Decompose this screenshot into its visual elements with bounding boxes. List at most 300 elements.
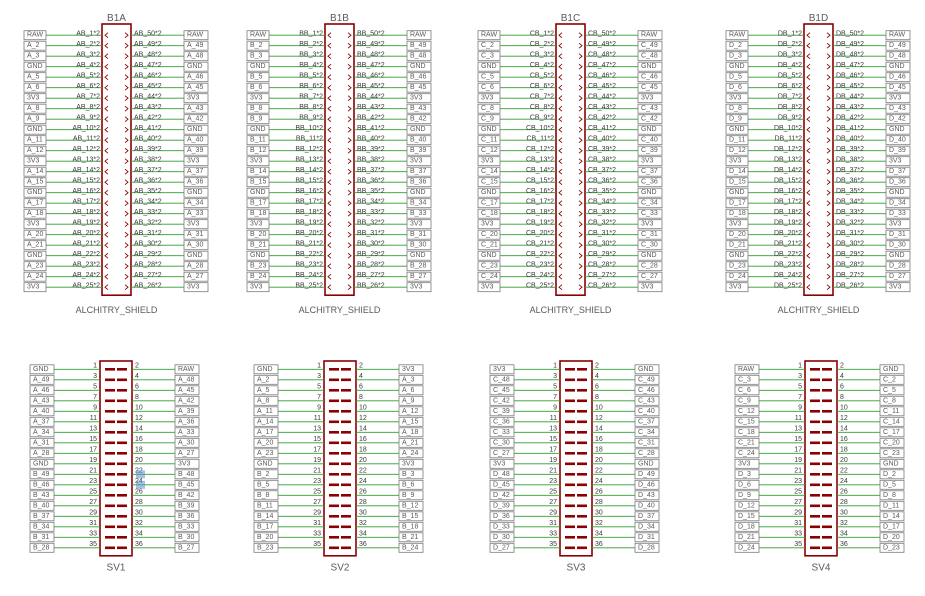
net-label: D_17 xyxy=(883,523,900,531)
net-label: 3V3 xyxy=(889,157,902,165)
pin-name: CB_46*2 xyxy=(588,72,617,80)
pin-bar xyxy=(822,463,832,466)
net-label: D_34 xyxy=(889,199,906,207)
pin-name: DB_42*2 xyxy=(836,114,865,122)
pin-mark xyxy=(328,169,331,174)
net-label: D_27 xyxy=(889,273,906,281)
net-label: C_33 xyxy=(641,210,658,218)
pin-mark xyxy=(579,33,582,38)
pin-mark xyxy=(559,211,562,216)
net-label: B_27 xyxy=(410,273,427,281)
net-label: 3V3 xyxy=(410,157,423,165)
pin-name: DB_8*2 xyxy=(777,104,802,112)
pin-name: AB_23*2 xyxy=(72,261,100,269)
net-label: B_49 xyxy=(410,42,427,50)
pin-number: 35 xyxy=(549,540,557,548)
net-label: A_12 xyxy=(27,147,44,155)
pin-mark xyxy=(125,180,128,185)
pin-bar xyxy=(822,379,832,382)
pin-bar xyxy=(565,431,575,434)
net-label: D_43 xyxy=(638,491,655,499)
pin-name: AB_28*2 xyxy=(134,261,162,269)
pin-name: DB_35*2 xyxy=(836,188,865,196)
pin-name: BB_35*2 xyxy=(357,188,385,196)
pin-number: 19 xyxy=(313,456,321,464)
pin-name: CB_38*2 xyxy=(588,156,617,164)
pin-mark xyxy=(328,33,331,38)
pin-bar xyxy=(810,421,820,424)
pin-number: 24 xyxy=(359,477,367,485)
pin-mark xyxy=(328,285,331,290)
net-label: GND xyxy=(729,189,745,197)
pin-mark xyxy=(105,138,108,143)
pin-number: 2 xyxy=(359,362,363,370)
net-label: C_5 xyxy=(481,73,494,81)
net-label: A_11 xyxy=(257,407,273,415)
pin-name: AB_36*2 xyxy=(134,177,162,185)
pin-name: BB_8*2 xyxy=(299,104,323,112)
net-label: B_43 xyxy=(33,491,50,499)
net-label: C_15 xyxy=(481,178,498,186)
pin-bar xyxy=(105,442,115,445)
net-label: A_30 xyxy=(178,439,195,447)
pin-name: BB_42*2 xyxy=(357,114,385,122)
pin-bar xyxy=(822,547,832,550)
pin-mark xyxy=(125,127,128,132)
pin-bar xyxy=(810,379,820,382)
net-label: C_34 xyxy=(641,199,658,207)
pin-bar xyxy=(565,368,575,371)
pin-name: AB_8*2 xyxy=(76,104,100,112)
pin-name: CB_50*2 xyxy=(588,30,617,38)
pin-bar xyxy=(810,547,820,550)
pin-mark xyxy=(579,264,582,269)
pin-number: 30 xyxy=(359,509,367,517)
pin-number: 36 xyxy=(840,540,848,548)
net-label: C_9 xyxy=(738,397,751,405)
net-label: GND xyxy=(889,189,905,197)
pin-name: AB_22*2 xyxy=(72,251,100,259)
pin-mark xyxy=(827,85,830,90)
net-label: A_5 xyxy=(257,386,270,394)
pin-number: 25 xyxy=(794,488,802,496)
pin-number: 30 xyxy=(595,509,603,517)
pin-name: AB_17*2 xyxy=(72,198,100,206)
net-label: B_33 xyxy=(410,210,427,218)
pin-number: 9 xyxy=(93,404,97,412)
pin-number: 19 xyxy=(794,456,802,464)
pin-number: 22 xyxy=(595,467,603,475)
pin-name: AB_47*2 xyxy=(134,62,162,70)
pin-number: 16 xyxy=(359,435,367,443)
pin-number: 7 xyxy=(798,393,802,401)
net-label: B_18 xyxy=(402,523,419,531)
pin-mark xyxy=(125,54,128,59)
pin-mark xyxy=(807,127,810,132)
pin-mark xyxy=(807,274,810,279)
pin-mark xyxy=(125,222,128,227)
pin-number: 18 xyxy=(840,446,848,454)
net-label: D_12 xyxy=(738,502,755,510)
pin-bar xyxy=(341,536,351,539)
net-label: C_37 xyxy=(638,418,655,426)
net-label: B_20 xyxy=(257,533,274,541)
pin-number: 8 xyxy=(595,393,599,401)
net-label: A_20 xyxy=(27,231,44,239)
net-label: C_23 xyxy=(481,262,498,270)
pin-number: 28 xyxy=(840,498,848,506)
pin-mark xyxy=(348,253,351,258)
net-label: B_36 xyxy=(410,178,427,186)
pin-mark xyxy=(125,64,128,69)
net-label: C_23 xyxy=(883,449,900,457)
net-label: 3V3 xyxy=(493,460,506,468)
pin-number: 5 xyxy=(553,383,557,391)
pin-mark xyxy=(579,232,582,237)
pin-name: DB_44*2 xyxy=(836,93,865,101)
pin-number: 17 xyxy=(313,446,321,454)
net-label: D_31 xyxy=(889,231,906,239)
net-label: GND xyxy=(641,189,657,197)
net-label: GND xyxy=(27,189,43,197)
pin-name: DB_14*2 xyxy=(773,167,802,175)
net-label: GND xyxy=(481,189,497,197)
net-label: A_37 xyxy=(187,168,204,176)
pin-name: BB_4*2 xyxy=(299,62,323,70)
pin-name: BB_49*2 xyxy=(357,41,385,49)
pin-mark xyxy=(807,222,810,227)
net-label: A_46 xyxy=(33,386,50,394)
net-label: B_24 xyxy=(402,544,419,552)
pin-mark xyxy=(559,285,562,290)
net-label: C_21 xyxy=(738,439,755,447)
pin-number: 34 xyxy=(359,530,367,538)
pin-mark xyxy=(827,33,830,38)
net-label: B_45 xyxy=(178,481,195,489)
net-label: B_8 xyxy=(250,105,263,113)
pin-number: 18 xyxy=(359,446,367,454)
pin-mark xyxy=(125,148,128,153)
net-label: A_48 xyxy=(178,376,195,384)
net-label: D_12 xyxy=(729,147,746,155)
pin-name: BB_50*2 xyxy=(357,30,385,38)
net-label: 3V3 xyxy=(410,220,423,228)
net-label: B_31 xyxy=(410,231,427,239)
pin-name: DB_31*2 xyxy=(836,230,865,238)
net-label: A_27 xyxy=(178,449,195,457)
net-label: B_8 xyxy=(257,491,270,499)
shield-footer: ALCHITRY_SHIELD xyxy=(529,305,612,316)
net-label: GND xyxy=(729,126,745,134)
pin-bar xyxy=(341,526,351,529)
pin-number: 12 xyxy=(135,414,143,422)
pin-name: CB_13*2 xyxy=(525,156,554,164)
pin-mark xyxy=(105,190,108,195)
pin-bar xyxy=(329,473,339,476)
pin-mark xyxy=(807,148,810,153)
pin-name: DB_9*2 xyxy=(777,114,802,122)
pin-number: 18 xyxy=(135,446,143,454)
pin-mark xyxy=(807,96,810,101)
net-label: D_23 xyxy=(729,262,746,270)
pin-number: 32 xyxy=(840,519,848,527)
pin-mark xyxy=(328,54,331,59)
net-label: B_15 xyxy=(402,512,419,520)
pin-bar xyxy=(577,368,587,371)
pin-name: CB_1*2 xyxy=(529,30,554,38)
pin-number: 22 xyxy=(840,467,848,475)
net-label: D_20 xyxy=(883,533,900,541)
pin-name: DB_38*2 xyxy=(836,156,865,164)
pin-mark xyxy=(125,43,128,48)
pin-name: BB_21*2 xyxy=(295,240,323,248)
net-label: 3V3 xyxy=(729,157,742,165)
pin-mark xyxy=(328,127,331,132)
pin-mark xyxy=(125,253,128,258)
pin-bar xyxy=(329,379,339,382)
pin-name: AB_42*2 xyxy=(134,114,162,122)
pin-name: BB_37*2 xyxy=(357,167,385,175)
pin-number: 16 xyxy=(595,435,603,443)
net-label: C_24 xyxy=(481,273,498,281)
pin-name: BB_30*2 xyxy=(357,240,385,248)
pin-bar xyxy=(565,463,575,466)
pin-number: 1 xyxy=(93,362,97,370)
pin-mark xyxy=(125,75,128,80)
net-label: GND xyxy=(638,365,654,373)
pin-bar xyxy=(822,368,832,371)
pin-number: 21 xyxy=(794,467,802,475)
pin-bar xyxy=(810,368,820,371)
net-label: A_40 xyxy=(187,136,204,144)
net-label: 3V3 xyxy=(481,94,494,102)
pin-name: AB_31*2 xyxy=(134,230,162,238)
pin-name: AB_19*2 xyxy=(72,219,100,227)
net-label: B_37 xyxy=(410,168,427,176)
pin-name: CB_27*2 xyxy=(588,272,617,280)
pin-name: BB_13*2 xyxy=(295,156,323,164)
net-label: GND xyxy=(27,126,43,134)
net-label: B_2 xyxy=(250,42,263,50)
pin-mark xyxy=(328,180,331,185)
pin-bar xyxy=(565,442,575,445)
pin-name: CB_25*2 xyxy=(525,282,554,290)
pin-number: 13 xyxy=(313,425,321,433)
pin-mark xyxy=(559,64,562,69)
pin-bar xyxy=(577,484,587,487)
pin-name: DB_48*2 xyxy=(836,51,865,59)
net-label: A_33 xyxy=(178,428,195,436)
shield-title: B1A xyxy=(107,13,126,24)
pin-mark xyxy=(827,285,830,290)
pin-number: 31 xyxy=(89,519,97,527)
pin-number: 23 xyxy=(89,477,97,485)
net-label: GND xyxy=(889,252,905,260)
net-label: D_15 xyxy=(729,178,746,186)
net-label: A_8 xyxy=(257,397,270,405)
net-label: D_3 xyxy=(729,52,742,60)
pin-mark xyxy=(559,138,562,143)
net-label: C_24 xyxy=(738,449,755,457)
pin-mark xyxy=(105,201,108,206)
pin-bar xyxy=(341,379,351,382)
pin-name: BB_17*2 xyxy=(295,198,323,206)
net-label: A_24 xyxy=(27,273,44,281)
pin-mark xyxy=(559,96,562,101)
pin-mark xyxy=(827,75,830,80)
pin-number: 13 xyxy=(89,425,97,433)
net-label: A_36 xyxy=(178,418,195,426)
net-label: C_15 xyxy=(738,418,755,426)
net-label: RAW xyxy=(641,31,658,39)
pin-bar xyxy=(810,410,820,413)
pin-number: 19 xyxy=(89,456,97,464)
pin-number: 17 xyxy=(89,446,97,454)
pin-bar xyxy=(810,431,820,434)
pin-bar xyxy=(117,473,127,476)
net-label: A_34 xyxy=(33,428,50,436)
net-label: A_30 xyxy=(187,241,204,249)
pin-mark xyxy=(328,106,331,111)
pin-mark xyxy=(348,169,351,174)
net-label: B_36 xyxy=(178,512,195,520)
pin-number: 11 xyxy=(89,414,97,422)
pin-name: DB_27*2 xyxy=(836,272,865,280)
net-label: B_31 xyxy=(33,533,50,541)
pin-bar xyxy=(117,368,127,371)
pin-name: CB_35*2 xyxy=(588,188,617,196)
pin-number: 24 xyxy=(840,477,848,485)
pin-number: 14 xyxy=(840,425,848,433)
pin-mark xyxy=(348,138,351,143)
pin-mark xyxy=(105,64,108,69)
pin-number: 1 xyxy=(317,362,321,370)
shield-title: B1D xyxy=(808,13,829,24)
pin-number: 6 xyxy=(840,383,844,391)
pin-bar xyxy=(565,452,575,455)
pin-number: 25 xyxy=(313,488,321,496)
pin-number: 32 xyxy=(135,519,143,527)
net-label: C_46 xyxy=(641,73,658,81)
pin-name: AB_4*2 xyxy=(76,62,100,70)
pin-name: DB_26*2 xyxy=(836,282,865,290)
pin-number: 24 xyxy=(595,477,603,485)
pin-mark xyxy=(559,201,562,206)
pin-bar xyxy=(577,389,587,392)
net-label: C_21 xyxy=(481,241,498,249)
net-label: B_9 xyxy=(250,115,263,123)
pin-bar xyxy=(117,547,127,550)
pin-number: 15 xyxy=(794,435,802,443)
pin-name: CB_41*2 xyxy=(588,125,617,133)
net-label: C_36 xyxy=(641,178,658,186)
pin-mark xyxy=(579,211,582,216)
pin-mark xyxy=(105,96,108,101)
pin-number: 6 xyxy=(359,383,363,391)
pin-mark xyxy=(125,211,128,216)
pin-number: 35 xyxy=(89,540,97,548)
pin-number: 16 xyxy=(135,435,143,443)
pin-number: 35 xyxy=(794,540,802,548)
pin-name: AB_6*2 xyxy=(76,83,100,91)
pin-bar xyxy=(341,410,351,413)
pin-name: DB_4*2 xyxy=(777,62,802,70)
net-label: 3V3 xyxy=(27,283,40,291)
pin-bar xyxy=(822,515,832,518)
pin-mark xyxy=(105,159,108,164)
pin-bar xyxy=(822,442,832,445)
pin-name: AB_7*2 xyxy=(76,93,100,101)
pin-mark xyxy=(827,54,830,59)
pin-mark xyxy=(105,274,108,279)
pin-mark xyxy=(328,211,331,216)
pin-bar xyxy=(117,515,127,518)
pin-mark xyxy=(579,43,582,48)
pin-name: CB_3*2 xyxy=(529,51,554,59)
pin-mark xyxy=(827,180,830,185)
net-label: 3V3 xyxy=(889,283,902,291)
pin-name: CB_10*2 xyxy=(525,125,554,133)
pin-bar xyxy=(822,410,832,413)
pin-bar xyxy=(810,442,820,445)
pin-mark xyxy=(559,264,562,269)
pin-mark xyxy=(807,159,810,164)
net-label: 3V3 xyxy=(250,220,263,228)
pin-name: CB_34*2 xyxy=(588,198,617,206)
pin-name: AB_39*2 xyxy=(134,146,162,154)
net-label: GND xyxy=(410,189,426,197)
pin-bar xyxy=(822,473,832,476)
net-label: 3V3 xyxy=(641,220,654,228)
pin-mark xyxy=(827,64,830,69)
pin-mark xyxy=(348,159,351,164)
pin-name: BB_9*2 xyxy=(299,114,323,122)
pin-mark xyxy=(579,190,582,195)
pin-mark xyxy=(328,148,331,153)
net-label: 3V3 xyxy=(889,220,902,228)
pin-name: CB_31*2 xyxy=(588,230,617,238)
net-label: A_49 xyxy=(187,42,204,50)
pin-name: BB_24*2 xyxy=(295,272,323,280)
net-label: C_8 xyxy=(481,105,494,113)
pin-name: CB_42*2 xyxy=(588,114,617,122)
pin-mark xyxy=(827,117,830,122)
net-label: 3V3 xyxy=(729,94,742,102)
pin-number: 12 xyxy=(359,414,367,422)
pin-name: DB_49*2 xyxy=(836,41,865,49)
pin-bar xyxy=(822,421,832,424)
pin-mark xyxy=(105,33,108,38)
pin-name: BB_29*2 xyxy=(357,251,385,259)
pin-mark xyxy=(125,138,128,143)
pin-number: 18 xyxy=(595,446,603,454)
pin-name: DB_50*2 xyxy=(836,30,865,38)
net-label: C_2 xyxy=(481,42,494,50)
pin-name: DB_22*2 xyxy=(773,251,802,259)
net-label: RAW xyxy=(187,31,204,39)
pin-number: 6 xyxy=(135,383,139,391)
pin-bar xyxy=(117,431,127,434)
pin-name: DB_41*2 xyxy=(836,125,865,133)
net-label: D_45 xyxy=(493,481,510,489)
pin-name: CB_7*2 xyxy=(529,93,554,101)
pin-name: BB_46*2 xyxy=(357,72,385,80)
pin-bar xyxy=(329,389,339,392)
net-label: B_39 xyxy=(410,147,427,155)
net-label: B_46 xyxy=(33,481,50,489)
net-label: GND xyxy=(33,460,49,468)
net-label: C_28 xyxy=(641,262,658,270)
